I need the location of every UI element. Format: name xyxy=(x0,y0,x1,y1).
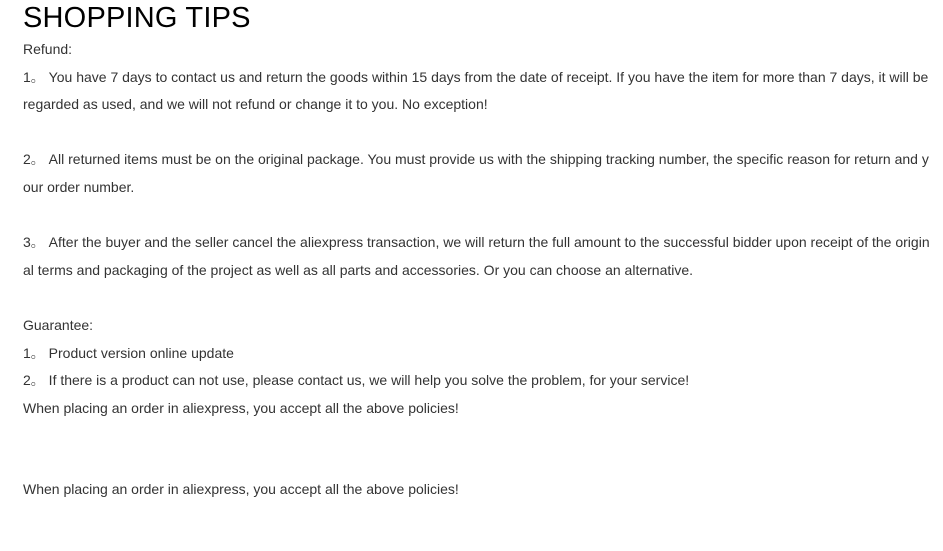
spacer xyxy=(23,284,935,312)
guarantee-heading: Guarantee: xyxy=(23,316,94,333)
refund-item-2: 2。 All returned items must be on the original package. You must provide us with the shipping tracking number, the specific reason for return and your order number. xyxy=(23,151,929,195)
spacer xyxy=(23,422,935,476)
guarantee-item-1: 1。 Product version online update xyxy=(23,344,234,361)
refund-heading: Refund: xyxy=(23,41,73,57)
shopping-tips-section xyxy=(23,0,935,504)
page-title: SHOPPING TIPS xyxy=(23,2,251,34)
policy-note: When placing an order in aliexpress, you accept all the above policies! xyxy=(23,399,459,416)
spacer xyxy=(23,119,935,147)
refund-item-3: 3。 After the buyer and the seller cancel the aliexpress transaction, we will return the full amount to the successful bidder upon receipt of the original terms and packaging of the project as well as all parts and accessories. Or you can choose an alternative. xyxy=(23,234,930,278)
refund-item-1: 1。 You have 7 days to contact us and return the goods within 15 days from the date of receipt. If you have the item for more than 7 days, it will be regarded as used, and we will not refund or change it to you. No exception! xyxy=(23,68,933,113)
policy-note-repeat: When placing an order in aliexpress, you accept all the above policies! xyxy=(23,481,459,498)
guarantee-item-2: 2。 If there is a product can not use, please contact us, we will help you solve the problem, for your service! xyxy=(23,372,690,389)
spacer xyxy=(23,202,935,230)
